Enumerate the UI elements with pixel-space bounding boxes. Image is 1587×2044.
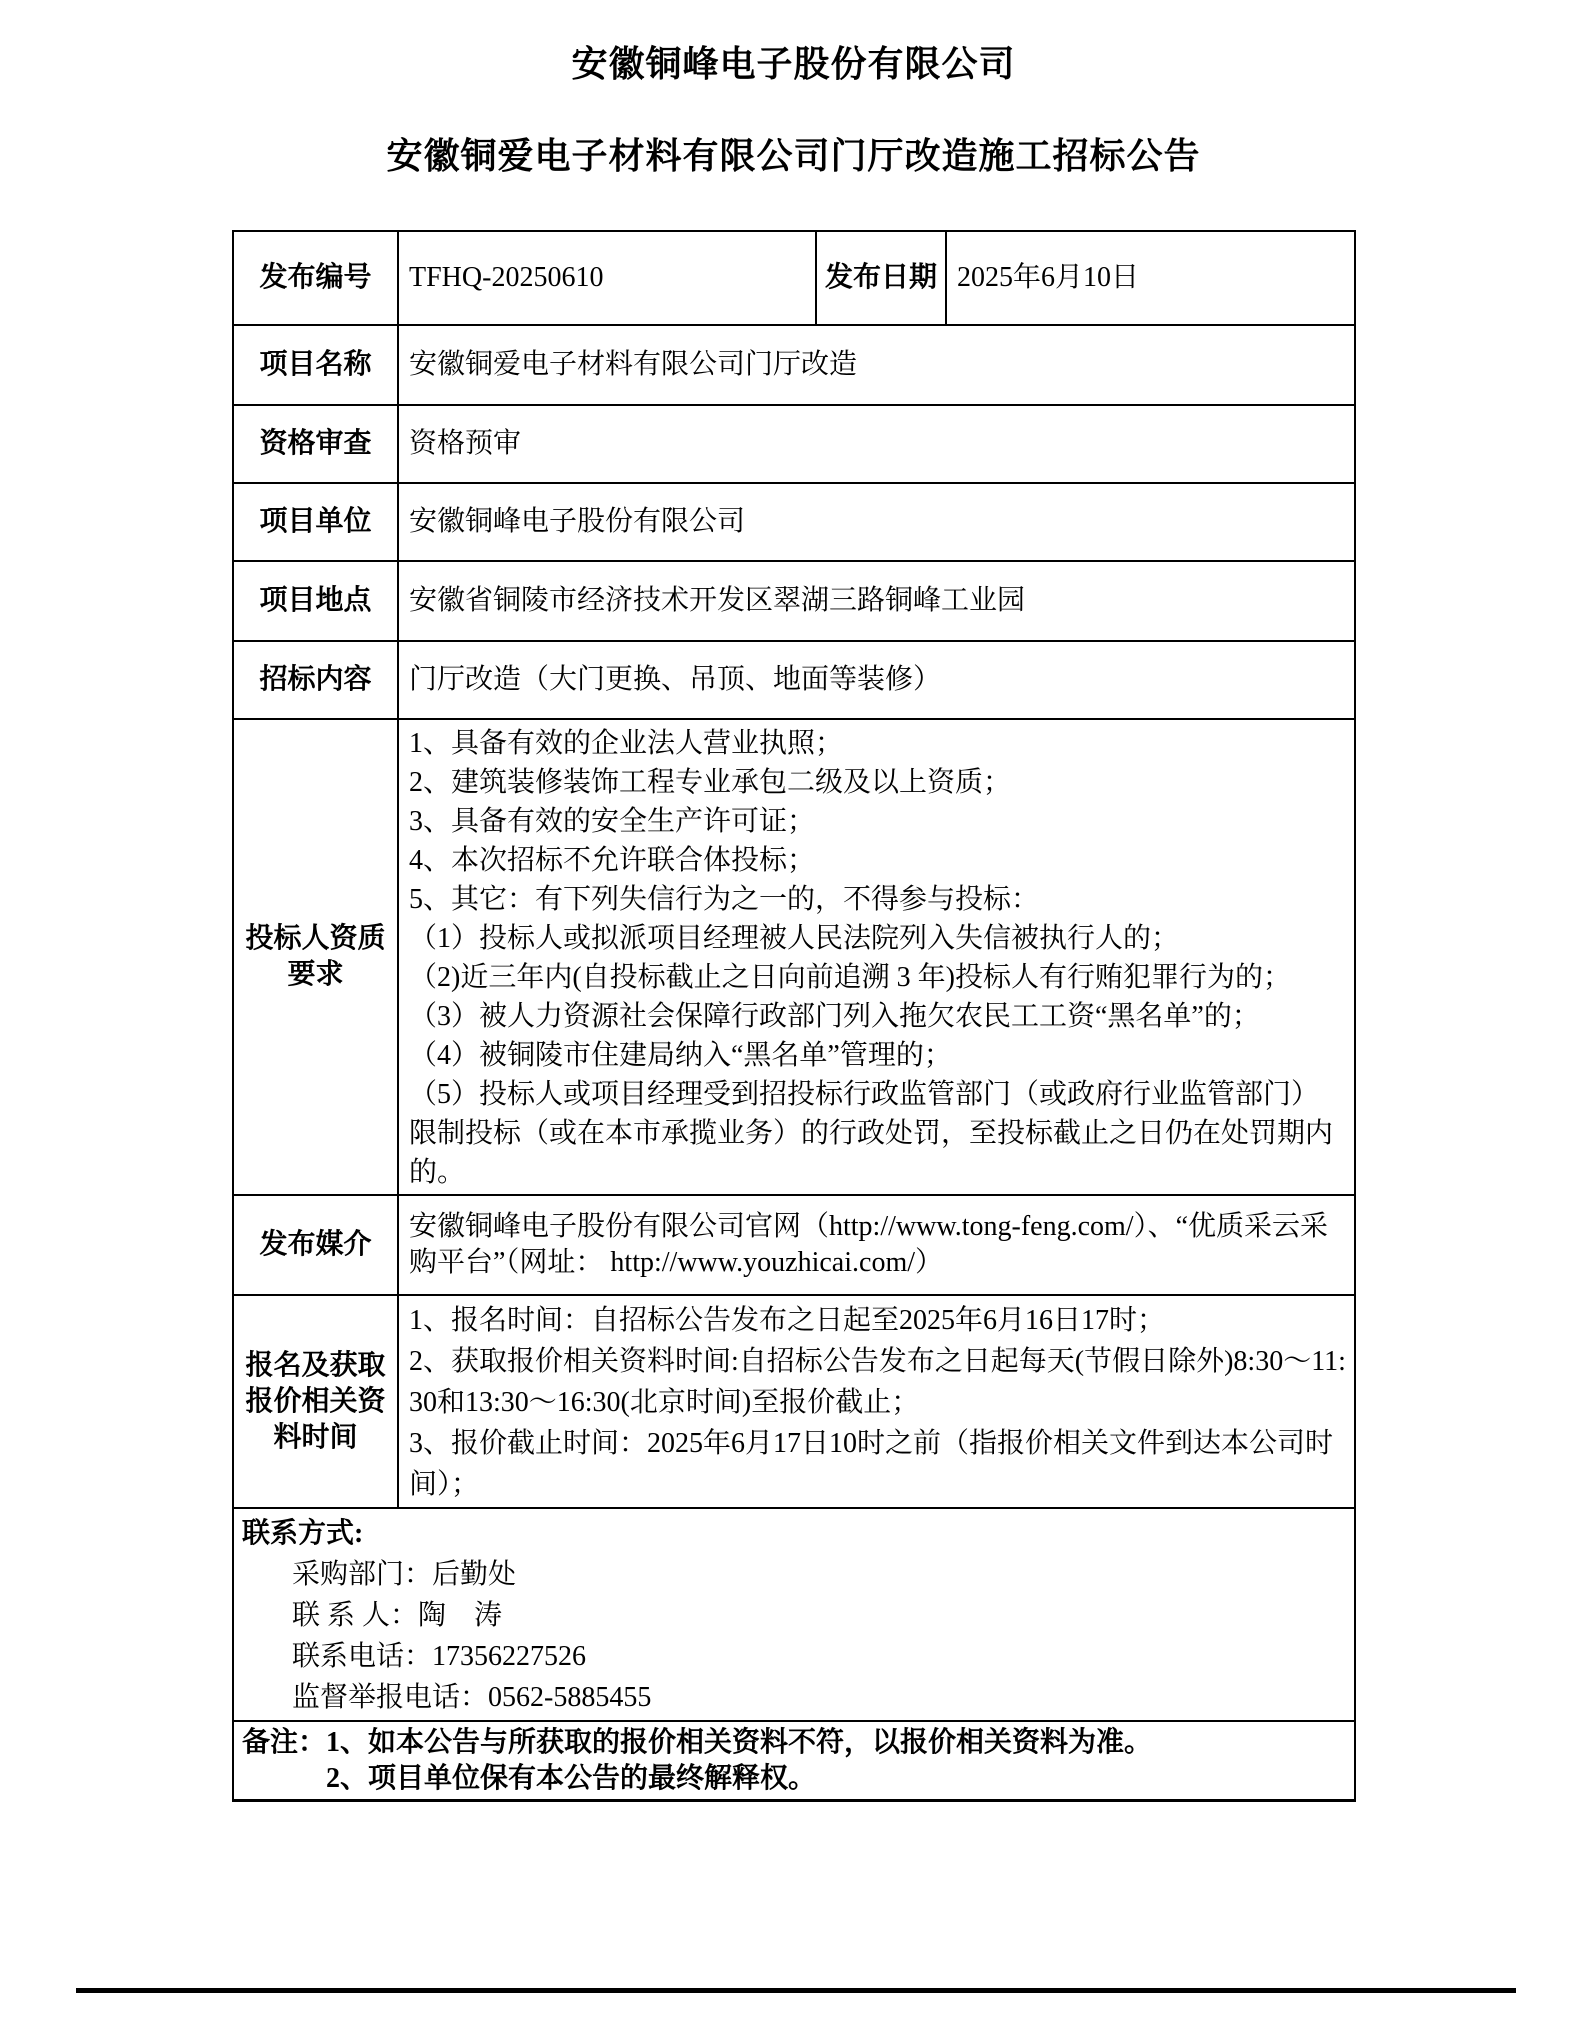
remark-line-2: 2、项目单位保有本公告的最终解释权。	[326, 1763, 817, 1794]
qualification-review-value: 资格预审	[398, 405, 1355, 483]
qualification-line: 5、其它：有下列失信行为之一的，不得参与投标：	[409, 884, 1040, 915]
qualification-review-label: 资格审查	[233, 405, 398, 483]
publish-number-label: 发布编号	[233, 231, 398, 325]
schedule-label: 报名及获取报价相关资料时间	[233, 1295, 398, 1508]
qualification-line: （3）被人力资源社会保障行政部门列入拖欠农民工工资“黑名单”的；	[409, 1001, 1260, 1032]
remark-line-1	[242, 1725, 1346, 1761]
project-location-value: 安徽省铜陵市经济技术开发区翠湖三路铜峰工业园	[398, 561, 1355, 641]
table-row-remark	[233, 1721, 1355, 1801]
contact-content	[233, 1508, 1355, 1721]
remark-content	[233, 1721, 1355, 1801]
table-row-qualification-review	[233, 405, 1355, 483]
qualification-line: （4）被铜陵市住建局纳入“黑名单”管理的；	[409, 1040, 952, 1071]
schedule-line: 1、报名时间：自招标公告发布之日起至2025年6月16日17时；	[409, 1305, 1166, 1336]
table-row-tender-content	[233, 641, 1355, 719]
qualification-line: 4、本次招标不允许联合体投标；	[409, 845, 816, 876]
publish-media-value: 安徽铜峰电子股份有限公司官网（http://www.tong-feng.com/）、“优质采云采购平台”（网址： http://www.youzhicai.com/）	[398, 1195, 1355, 1295]
qualification-line: 3、具备有效的安全生产许可证；	[409, 806, 816, 837]
company-title: 安徽铜峰电子股份有限公司	[571, 43, 1016, 84]
table-row-project-location	[233, 561, 1355, 641]
contact-phone: 联系电话：17356227526	[292, 1641, 587, 1672]
table-row-contact	[233, 1508, 1355, 1721]
publish-date-value: 2025年6月10日	[946, 231, 1355, 325]
bidder-qualification-content	[398, 719, 1355, 1195]
qualification-line: 2、建筑装修装饰工程专业承包二级及以上资质；	[409, 767, 1012, 798]
table-row-publish-media	[233, 1195, 1355, 1295]
contact-header: 联系方式:	[242, 1518, 364, 1549]
remark-text-1: 1、如本公告与所获取的报价相关资料不符，以报价相关资料为准。	[326, 1727, 1153, 1758]
project-unit-label: 项目单位	[233, 483, 398, 561]
qualification-line: （2)近三年内(自投标截止之日向前追溯 3 年)投标人有行贿犯罪行为的；	[409, 962, 1291, 993]
project-name-value: 安徽铜爱电子材料有限公司门厅改造	[398, 325, 1355, 405]
contact-report-phone: 监督举报电话：0562-5885455	[292, 1682, 652, 1713]
schedule-line: 2、获取报价相关资料时间:自招标公告发布之日起每天(节假日除外)8:30～11:30和13:30～16:30(北京时间)至报价截止；	[409, 1346, 1346, 1418]
table-row-schedule	[233, 1295, 1355, 1508]
project-unit-value: 安徽铜峰电子股份有限公司	[398, 483, 1355, 561]
remark-prefix: 备注：	[242, 1727, 327, 1758]
tender-content-value: 门厅改造（大门更换、吊顶、地面等装修）	[398, 641, 1355, 719]
publish-date-label: 发布日期	[816, 231, 946, 325]
table-row-project-name	[233, 325, 1355, 405]
contact-person: 联 系 人：陶 涛	[292, 1600, 503, 1631]
project-location-label: 项目地点	[233, 561, 398, 641]
qualification-line: 1、具备有效的企业法人营业执照；	[409, 728, 844, 759]
announcement-title: 安徽铜爱电子材料有限公司门厅改造施工招标公告	[386, 135, 1201, 176]
schedule-line: 3、报价截止时间：2025年6月17日10时之前（指报价相关文件到达本公司时间）；	[409, 1428, 1334, 1500]
table-row-project-unit	[233, 483, 1355, 561]
publish-media-label: 发布媒介	[233, 1195, 398, 1295]
qualification-line: （1）投标人或拟派项目经理被人民法院列入失信被执行人的；	[409, 923, 1180, 954]
table-row-bidder-qualification	[233, 719, 1355, 1195]
announcement-table	[232, 230, 1356, 1802]
qualification-line: （5）投标人或项目经理受到招投标行政监管部门（或政府行业监管部门）限制投标（或在本市承揽业务）的行政处罚，至投标截止之日仍在处罚期内的。	[409, 1079, 1334, 1188]
contact-department: 采购部门：后勤处	[292, 1559, 517, 1590]
publish-number-value: TFHQ-20250610	[398, 231, 816, 325]
bidder-qualification-label: 投标人资质要求	[233, 719, 398, 1195]
schedule-content	[398, 1295, 1355, 1508]
tender-content-label: 招标内容	[233, 641, 398, 719]
table-row-publish	[233, 231, 1355, 325]
project-name-label: 项目名称	[233, 325, 398, 405]
page-separator-line	[76, 1988, 1516, 1993]
